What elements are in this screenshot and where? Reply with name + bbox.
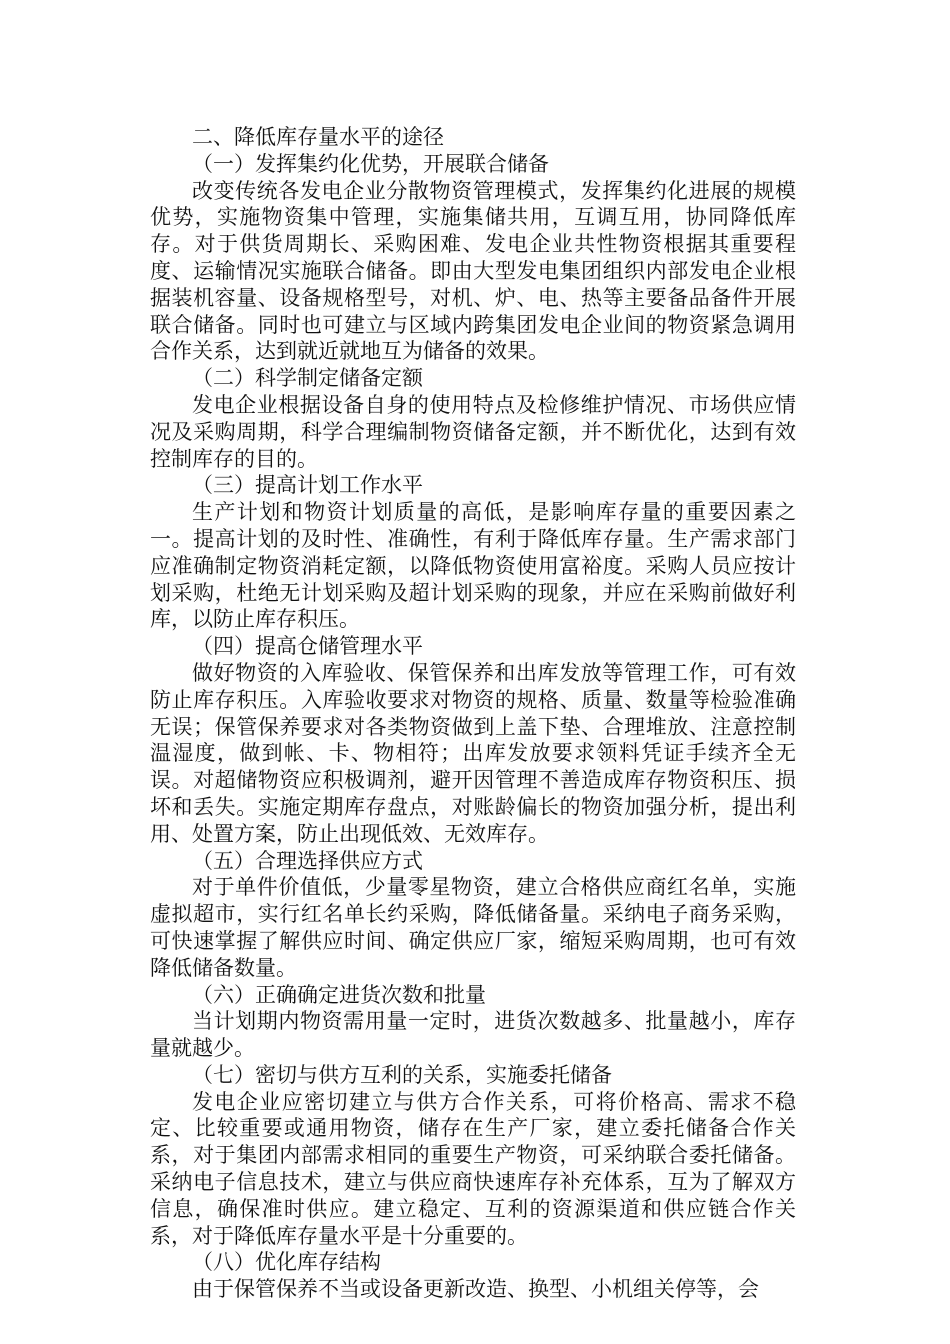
document-body — [150, 124, 796, 1303]
subsection-heading-3: （三）提高计划工作水平 — [192, 473, 423, 498]
paragraph-8: 由于保管保养不当或设备更新改造、换型、小机组关停等，会 — [192, 1277, 759, 1302]
paragraph-6: 当计划期内物资需用量一定时，进货次数越多、批量越小，库存量就越少。 — [150, 1009, 796, 1061]
paragraph-4: 做好物资的入库验收、保管保养和出库发放等管理工作，可有效防止库存积压。入库验收要求对物资的规格、质量、数量等检验准确无误；保管保养要求对各类物资做到上盖下垫、合理堆放、注意控制温湿度，做到帐、卡、物相符；出库发放要求领料凭证手续齐全无误。对超储物资应积极调剂，避开因管理不善造成库存物资积压、损坏和丢失。实施定期库存盘点，对账龄偏长的物资加强分析，提出利用、处置方案，防止出现低效、无效库存。 — [150, 660, 796, 846]
subsection-heading-2: （二）科学制定储备定额 — [192, 366, 423, 391]
subsection-heading-7: （七）密切与供方互利的关系，实施委托储备 — [192, 1062, 612, 1087]
subsection-heading-5: （五）合理选择供应方式 — [192, 848, 423, 873]
subsection-heading-1: （一）发挥集约化优势，开展联合储备 — [192, 151, 549, 176]
subsection-heading-8: （八）优化库存结构 — [192, 1250, 381, 1275]
paragraph-2: 发电企业根据设备自身的使用特点及检修维护情况、市场供应情况及采购周期，科学合理编制物资储备定额，并不断优化，达到有效控制库存的目的。 — [150, 392, 796, 471]
subsection-heading-4: （四）提高仓储管理水平 — [192, 634, 423, 659]
paragraph-3: 生产计划和物资计划质量的高低，是影响库存量的重要因素之一。提高计划的及时性、准确性，有利于降低库存量。生产需求部门应准确制定物资消耗定额，以降低物资使用富裕度。采购人员应按计划采购，杜绝无计划采购及超计划采购的现象，并应在采购前做好利库，以防止库存积压。 — [150, 500, 796, 632]
paragraph-7: 发电企业应密切建立与供方合作关系，可将价格高、需求不稳定、比较重要或通用物资，储存在生产厂家，建立委托储备合作关系，对于集团内部需求相同的重要生产物资，可采纳联合委托储备。采纳电子信息技术，建立与供应商快速库存补充体系，互为了解双方信息，确保准时供应。建立稳定、互利的资源渠道和供应链合作关系，对于降低库存量水平是十分重要的。 — [150, 1089, 796, 1248]
paragraph-5: 对于单件价值低，少量零星物资，建立合格供应商红名单，实施虚拟超市，实行红名单长约采购，降低储备量。采纳电子商务采购，可快速掌握了解供应时间、确定供应厂家，缩短采购周期，也可有效降低储备数量。 — [150, 875, 796, 980]
paragraph-1: 改变传统各发电企业分散物资管理模式，发挥集约化进展的规模优势，实施物资集中管理，实施集储共用，互调互用，协同降低库存。对于供货周期长、采购困难、发电企业共性物资根据其重要程度、运输情况实施联合储备。即由大型发电集团组织内部发电企业根据装机容量、设备规格型号，对机、炉、电、热等主要备品备件开展联合储备。同时也可建立与区域内跨集团发电企业间的物资紧急调用合作关系，达到就近就地互为储备的效果。 — [150, 178, 796, 364]
subsection-heading-6: （六）正确确定进货次数和批量 — [192, 982, 486, 1007]
section-title: 二、降低库存量水平的途径 — [192, 125, 444, 149]
